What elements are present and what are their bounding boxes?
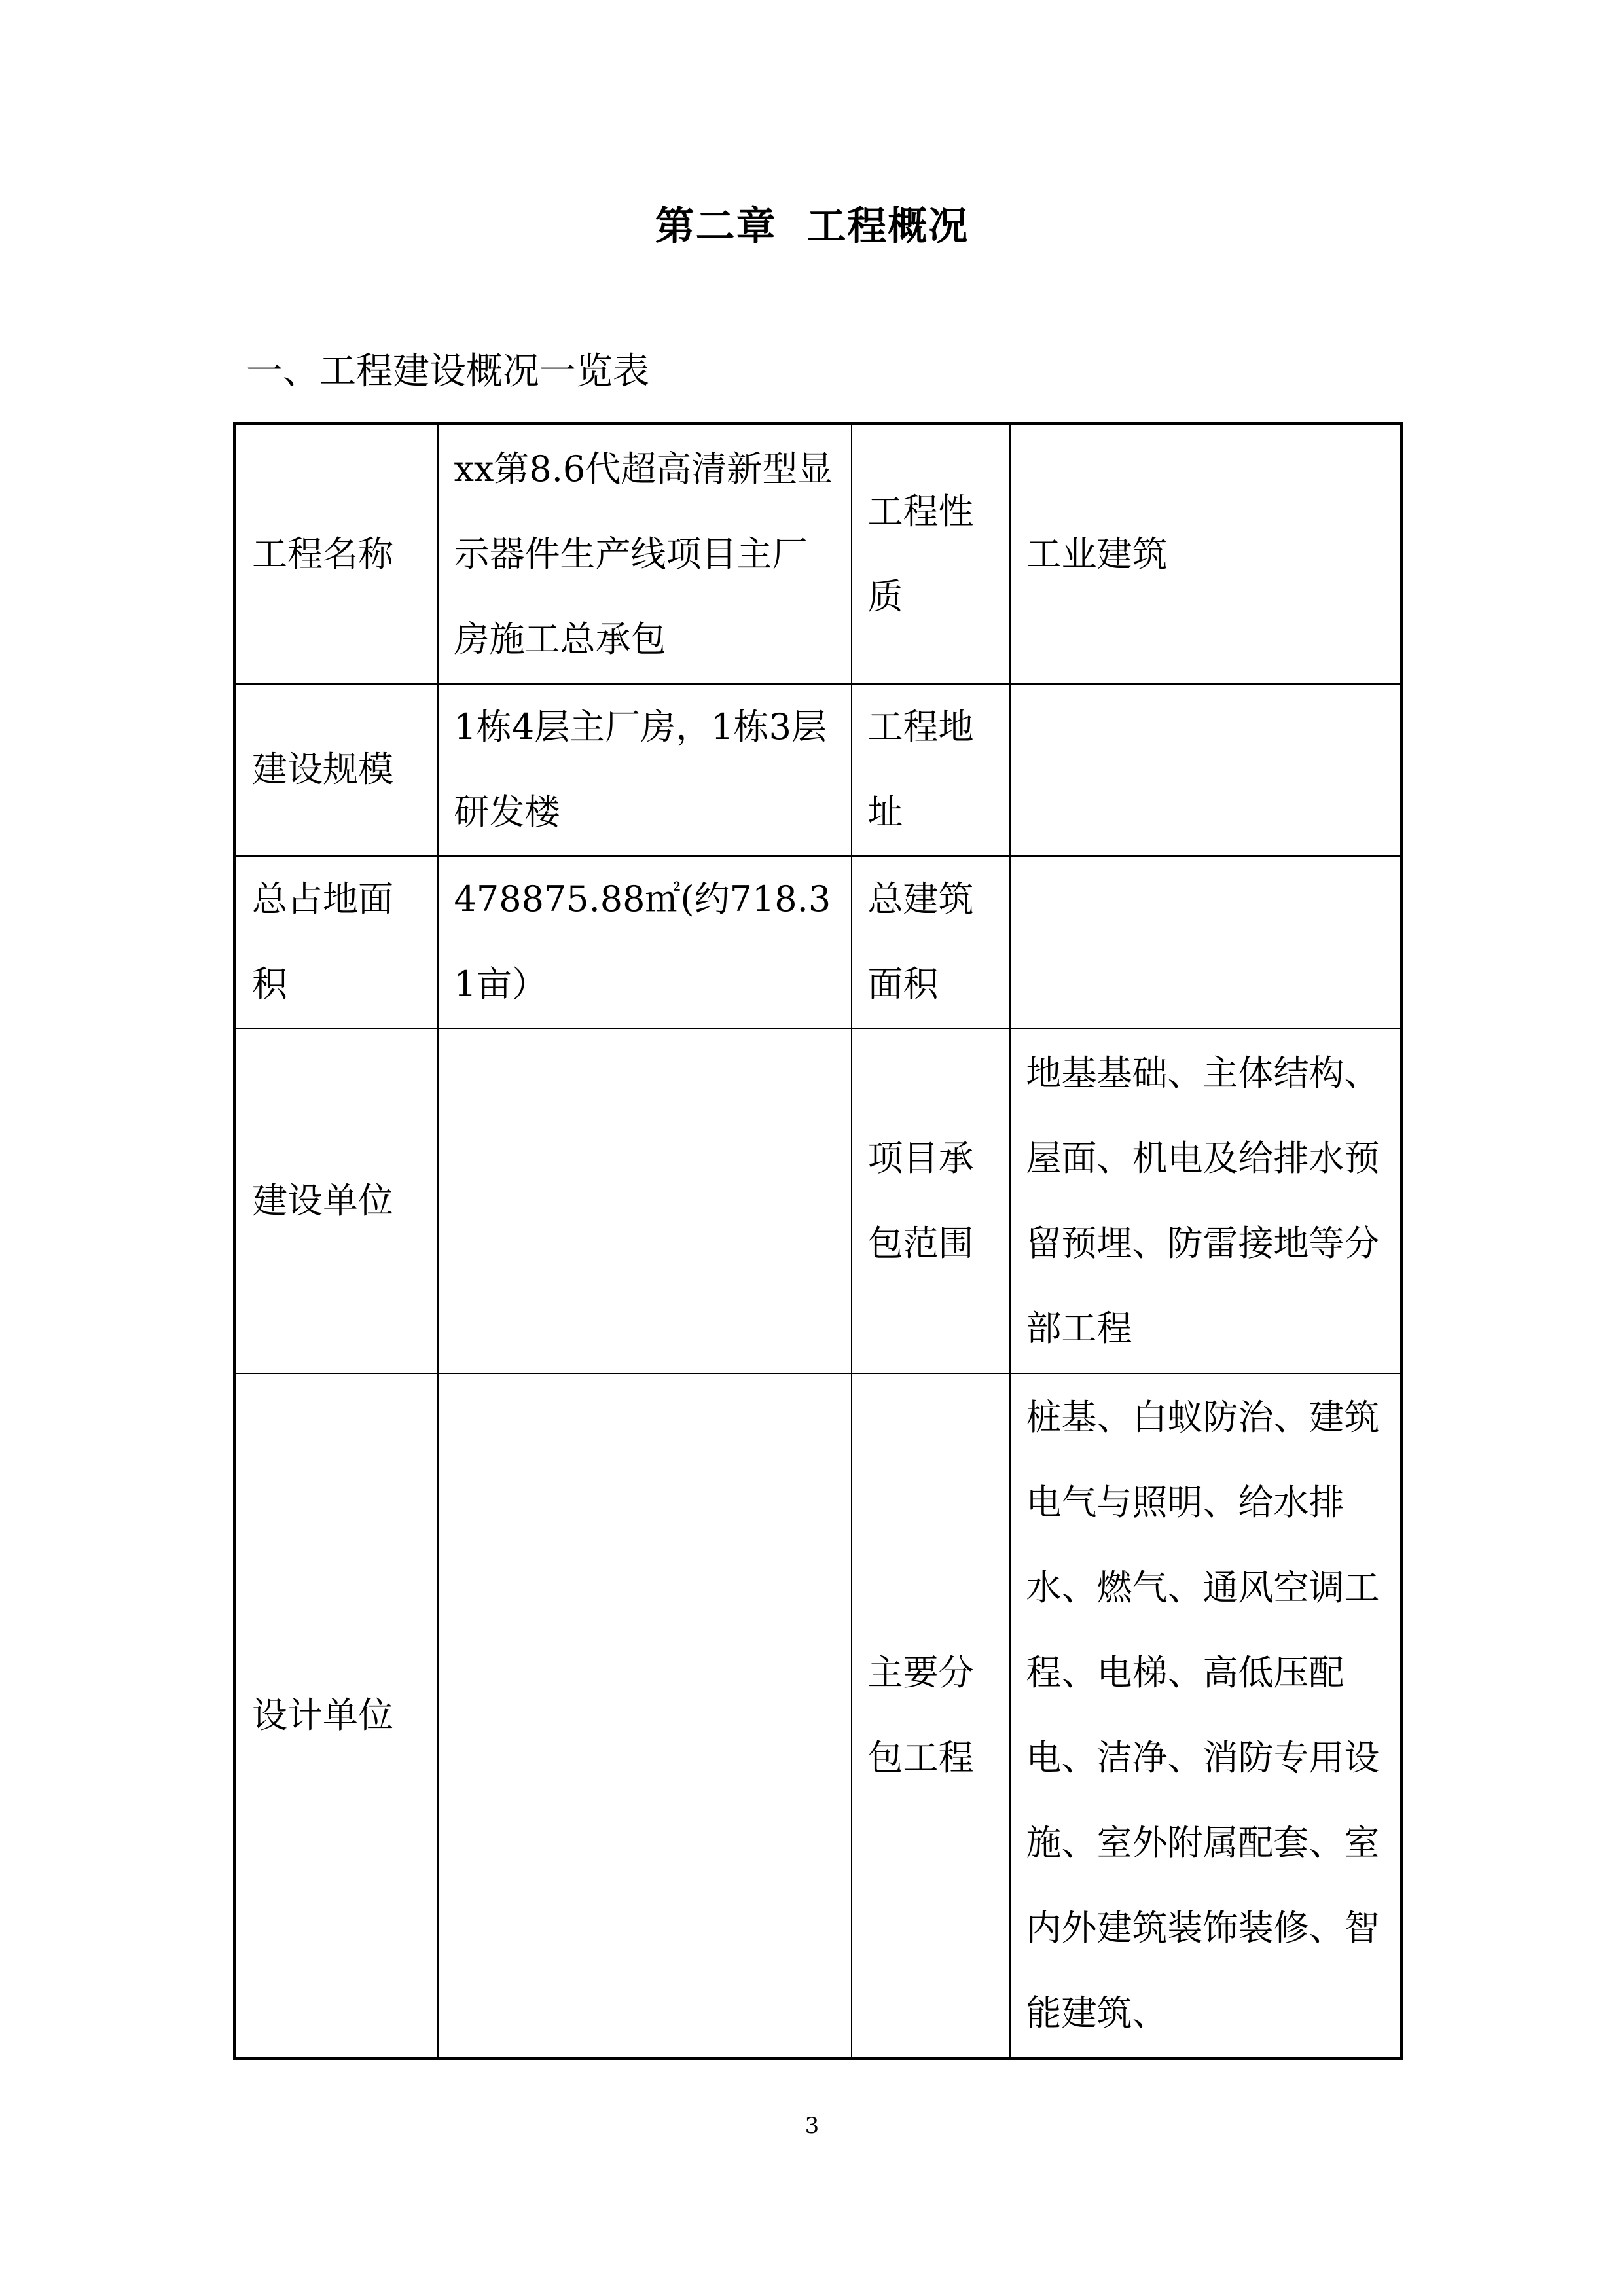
- row-value: xx第8.6代超高清新型显示器件生产线项目主厂房施工总承包: [438, 424, 852, 684]
- row-label: 工程名称: [235, 424, 438, 684]
- row-label: 工程地址: [852, 684, 1010, 856]
- row-label: 工程性质: [852, 424, 1010, 684]
- chapter-title: 第二章 工程概况: [655, 204, 969, 249]
- row-label: 主要分包工程: [852, 1374, 1010, 2059]
- section-heading: 一、工程建设概况一览表: [246, 350, 649, 393]
- project-overview-table: [233, 422, 1403, 2060]
- table-row: [235, 856, 1402, 1028]
- row-label: 总建筑面积: [852, 856, 1010, 1028]
- row-value: [1010, 684, 1402, 856]
- table-row: [235, 424, 1402, 684]
- row-value: 地基基础、主体结构、屋面、机电及给排水预留预埋、防雷接地等分部工程: [1010, 1028, 1402, 1374]
- row-value: 工业建筑: [1010, 424, 1402, 684]
- row-value: [1010, 856, 1402, 1028]
- row-label: 建设规模: [235, 684, 438, 856]
- row-label: 建设单位: [235, 1028, 438, 1374]
- table-row: [235, 1374, 1402, 2059]
- row-value: [438, 1374, 852, 2059]
- row-label: 总占地面积: [235, 856, 438, 1028]
- table-row: [235, 684, 1402, 856]
- row-label: 项目承包范围: [852, 1028, 1010, 1374]
- row-value: 桩基、白蚁防治、建筑电气与照明、给水排水、燃气、通风空调工程、电梯、高低压配电、洁净、消防专用设施、室外附属配套、室内外建筑装饰装修、智能建筑、: [1010, 1374, 1402, 2059]
- row-value: 478875.88㎡(约718.31亩）: [438, 856, 852, 1028]
- table-row: [235, 1028, 1402, 1374]
- row-value: 1栋4层主厂房，1栋3层研发楼: [438, 684, 852, 856]
- row-label: 设计单位: [235, 1374, 438, 2059]
- row-value: [438, 1028, 852, 1374]
- page-number: 3: [804, 2113, 820, 2139]
